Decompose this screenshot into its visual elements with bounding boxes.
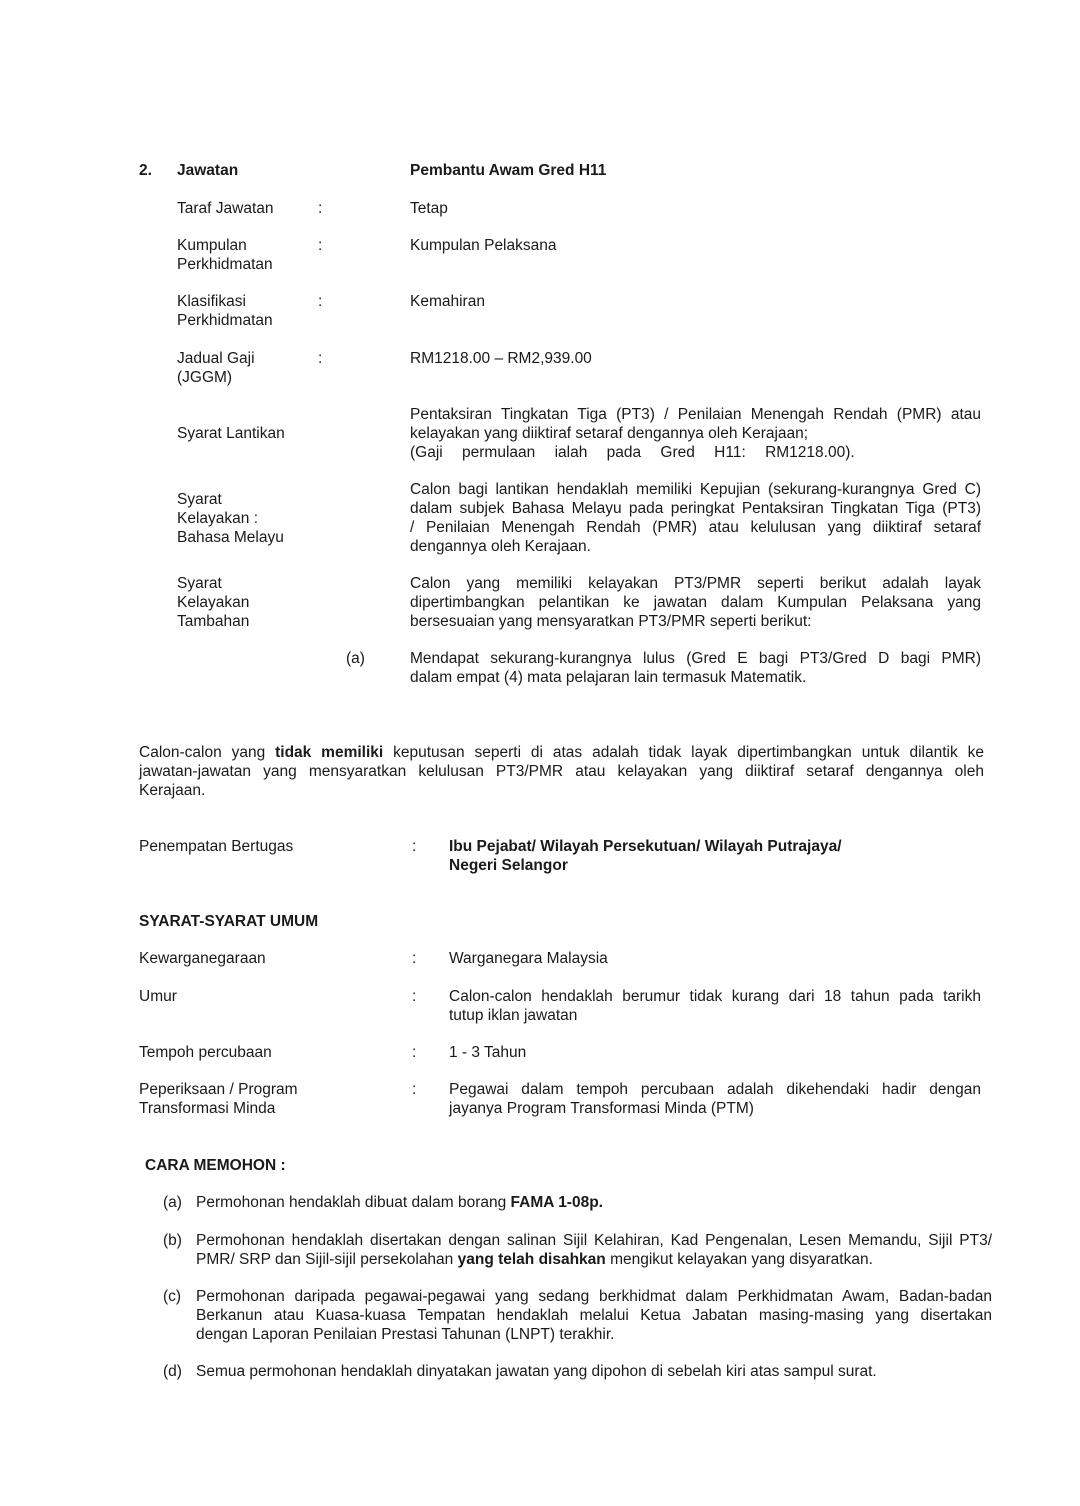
text-line: Calon-calon hendaklah berumur tidak kurang dari 18 tahun pada tarikh — [449, 988, 981, 1005]
penempatan-value — [449, 837, 842, 875]
peperiksaan-value — [449, 1080, 981, 1118]
colon: : — [318, 350, 323, 367]
tempoh-value: 1 - 3 Tahun — [449, 1044, 527, 1061]
colon: : — [318, 237, 323, 254]
text-run: Calon-calon yang — [139, 744, 276, 761]
klasifikasi-label-line: Klasifikasi — [177, 293, 246, 310]
text-line: jawatan-jawatan yang mensyaratkan kelulusan PT3/PMR atau kelayakan yang diiktiraf setaraf dengannya oleh — [139, 763, 984, 780]
text-line: Permohonan hendaklah disertakan dengan salinan Sijil Kelahiran, Kad Pengenalan, Lesen Memandu, Sijil PT3/ — [196, 1232, 992, 1249]
umur-label: Umur — [139, 988, 177, 1005]
gaji-label-line: (JGGM) — [177, 369, 233, 386]
colon: : — [412, 838, 417, 855]
kumpulan-value: Kumpulan Pelaksana — [410, 237, 557, 254]
cara-a-text — [196, 1193, 603, 1212]
taraf-label: Taraf Jawatan — [177, 200, 274, 217]
cara-d-text: Semua permohonan hendaklah dinyatakan jawatan yang dipohon di sebelah kiri atas sampul surat. — [196, 1363, 877, 1380]
kewarganegaraan-label: Kewarganegaraan — [139, 950, 266, 967]
text-line: tutup iklan jawatan — [449, 1007, 578, 1024]
item-a-marker: (a) — [346, 650, 365, 667]
text-line: Pegawai dalam tempoh percubaan adalah dikehendaki hadir dengan — [449, 1081, 981, 1098]
cara-c-text — [196, 1287, 992, 1344]
bm-text — [410, 480, 981, 556]
text-line: / Penilaian Menengah Rendah (PMR) atau kelulusan yang diiktiraf setaraf — [410, 519, 981, 536]
text-run: keputusan seperti di atas adalah tidak layak dipertimbangkan untuk dilantik ke — [383, 744, 985, 761]
section-heading: Jawatan — [177, 162, 239, 179]
bm-label-line: Syarat — [177, 491, 222, 508]
cara-d-marker: (d) — [163, 1363, 182, 1380]
text-line: dengannya oleh Kerajaan. — [410, 538, 591, 555]
lantikan-label: Syarat Lantikan — [177, 425, 285, 442]
text-run: mengikut kelayakan yang disyaratkan. — [605, 1251, 873, 1268]
gaji-label-line: Jadual Gaji — [177, 350, 255, 367]
post-title: Pembantu Awam Gred H11 — [410, 162, 607, 179]
colon: : — [318, 293, 323, 310]
kumpulan-label — [177, 236, 273, 274]
text-run: PMR/ SRP dan Sijil-sijil persekolahan — [196, 1251, 458, 1268]
colon: : — [318, 200, 323, 217]
gaji-value: RM1218.00 – RM2,939.00 — [410, 350, 592, 367]
cara-b-marker: (b) — [163, 1232, 182, 1249]
text-run-bold: FAMA 1-08p. — [510, 1194, 603, 1211]
klasifikasi-value: Kemahiran — [410, 293, 485, 310]
colon: : — [412, 950, 417, 967]
text-line: Pentaksiran Tingkatan Tiga (PT3) / Penilaian Menengah Rendah (PMR) atau — [410, 406, 981, 423]
text-line: Permohonan daripada pegawai-pegawai yang sedang berkhidmat dalam Perkhidmatan Awam, Badan-badan — [196, 1288, 992, 1305]
item-a-text — [410, 649, 981, 687]
section-number: 2. — [139, 162, 152, 179]
colon: : — [412, 1081, 417, 1098]
text-line: dalam subjek Bahasa Melayu pada peringkat Pentaksiran Tingkatan Tiga (PT3) — [410, 500, 981, 517]
penempatan-label: Penempatan Bertugas — [139, 838, 294, 855]
text-line: Mendapat sekurang-kurangnya lulus (Gred E bagi PT3/Gred D bagi PMR) — [410, 650, 981, 667]
text-line: jayanya Program Transformasi Minda (PTM) — [449, 1100, 754, 1117]
kumpulan-label-line: Perkhidmatan — [177, 256, 273, 273]
text-run: Permohonan hendaklah dibuat dalam borang — [196, 1194, 511, 1211]
kewarganegaraan-value: Warganegara Malaysia — [449, 950, 608, 967]
text-line: (Gaji permulaan ialah pada Gred H11: RM1218.00). — [410, 444, 855, 461]
text-line — [196, 1250, 992, 1269]
text-line: Peperiksaan / Program — [139, 1081, 298, 1098]
bm-label-line: Kelayakan : — [177, 510, 258, 527]
tambahan-label-line: Kelayakan — [177, 594, 250, 611]
lantikan-text — [410, 405, 981, 462]
bm-label — [177, 490, 284, 547]
colon: : — [412, 988, 417, 1005]
kumpulan-label-line: Kumpulan — [177, 237, 247, 254]
klasifikasi-label — [177, 292, 273, 330]
bm-label-line: Bahasa Melayu — [177, 529, 284, 546]
tambahan-label — [177, 574, 249, 631]
text-line: dengan Laporan Penilaian Prestasi Tahunan (LNPT) terakhir. — [196, 1326, 615, 1343]
cara-c-marker: (c) — [163, 1288, 182, 1305]
klasifikasi-label-line: Perkhidmatan — [177, 312, 273, 329]
umum-heading: SYARAT-SYARAT UMUM — [139, 913, 319, 930]
umur-value — [449, 987, 981, 1025]
tambahan-text — [410, 574, 981, 631]
text-line: Berkanun atau Kuasa-kuasa Tempatan hendaklah melalui Ketua Jabatan masing-masing yang disertakan — [196, 1307, 992, 1324]
colon: : — [412, 1044, 417, 1061]
text-line: Ibu Pejabat/ Wilayah Persekutuan/ Wilayah Putrajaya/ — [449, 838, 842, 855]
text-run-bold: tidak memiliki — [275, 744, 384, 761]
peperiksaan-label — [139, 1080, 298, 1118]
tempoh-label: Tempoh percubaan — [139, 1044, 272, 1061]
taraf-value: Tetap — [410, 200, 448, 217]
tambahan-label-line: Syarat — [177, 575, 222, 592]
tambahan-label-line: Tambahan — [177, 613, 250, 630]
text-line: Calon bagi lantikan hendaklah memiliki Kepujian (sekurang-kurangnya Gred C) — [410, 481, 981, 498]
text-line: Calon yang memiliki kelayakan PT3/PMR seperti berikut adalah layak — [410, 575, 981, 592]
cara-b-text — [196, 1231, 992, 1269]
text-run-bold: yang telah disahkan — [457, 1251, 606, 1268]
cara-a-marker: (a) — [163, 1194, 182, 1211]
text-line: Negeri Selangor — [449, 857, 568, 874]
cara-heading: CARA MEMOHON : — [145, 1157, 286, 1174]
text-line: Transformasi Minda — [139, 1100, 276, 1117]
text-line — [139, 743, 984, 762]
gaji-label — [177, 349, 255, 387]
text-line: dipertimbangkan pelantikan ke jawatan dalam Kumpulan Pelaksana yang — [410, 594, 981, 611]
notice-paragraph — [139, 743, 984, 800]
text-line: bersesuaian yang mensyaratkan PT3/PMR seperti berikut: — [410, 613, 812, 630]
text-line: Kerajaan. — [139, 782, 206, 799]
text-line: dalam empat (4) mata pelajaran lain termasuk Matematik. — [410, 669, 807, 686]
text-line: kelayakan yang diiktiraf setaraf dengannya oleh Kerajaan; — [410, 425, 809, 442]
